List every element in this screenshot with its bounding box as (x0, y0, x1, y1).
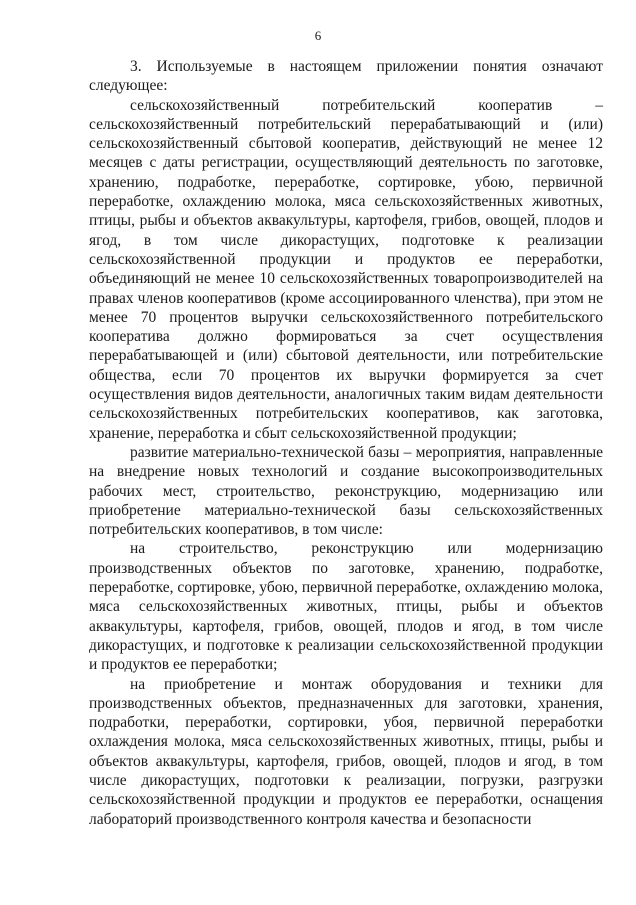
page-number: 6 (314, 28, 322, 43)
paragraph-cooperative-definition: сельскохозяйственный потребительский кооператив – сельскохозяйственный потребительский перерабатывающий и (или) сельскохозяйственный сбытовой кооператив, действующий не менее 12 месяцев с даты регистрации, осуществляющий деятельность по заготовке, хранению, подработке, переработке, сортировке, убою, первичной переработке, охлаждению молока, мяса сельскохозяйственных животных, птицы, рыбы и объектов аквакультуры, картофеля, грибов, овощей, плодов и ягод, в том числе дикорастущих, подготовке к реализации сельскохозяйственной продукции и продуктов ее переработки, объединяющий не менее 10 сельскохозяйственных товаропроизводителей на правах членов кооперативов (кроме ассоциированного членства), при этом не менее 70 процентов выручки сельскохозяйственного потребительского кооператива должно формироваться за счет осуществления перерабатывающей и (или) сбытовой деятельности, или потребительские общества, если 70 процентов их выручки формируется за счет осуществления видов деятельности, аналогичных таким видам деятельности сельскохозяйственных потребительских кооперативов, как заготовка, хранение, переработка и сбыт сельскохозяйственной продукции; (89, 96, 603, 442)
paragraph-equipment-item: на приобретение и монтаж оборудования и техники для производственных объектов, предназначенных для заготовки, хранения, подработки, переработки, сортировки, убоя, первичной переработки охлаждения молока, мяса сельскохозяйственных животных, птицы, рыбы и объектов аквакультуры, картофеля, грибов, овощей, плодов и ягод, в том числе дикорастущих, подготовки к реализации, погрузки, разгрузки сельскохозяйственной продукции и продуктов ее переработки, оснащения лабораторий производственного контроля качества и безопасности (89, 675, 603, 828)
paragraph-definitions-intro: 3. Используемые в настоящем приложении понятия означают следующее: (89, 58, 603, 95)
paragraph-material-base-definition: развитие материально-технической базы – мероприятия, направленные на внедрение новых технологий и создание высокопроизводительных рабочих мест, строительство, реконструкцию, модернизацию или приобретение материально-технической базы сельскохозяйственных потребительских кооперативов, в том числе: (89, 443, 603, 539)
document-body (89, 57, 603, 829)
paragraph-construction-item: на строительство, реконструкцию или модернизацию производственных объектов по заготовке, хранению, подработке, переработке, сортировке, убою, первичной переработке, охлаждению молока, мяса сельскохозяйственных животных, птицы, рыбы и объектов аквакультуры, картофеля, грибов, овощей, плодов и ягод, в том числе дикорастущих, и подготовке к реализации сельскохозяйственной продукции и продуктов ее переработки; (89, 540, 603, 674)
